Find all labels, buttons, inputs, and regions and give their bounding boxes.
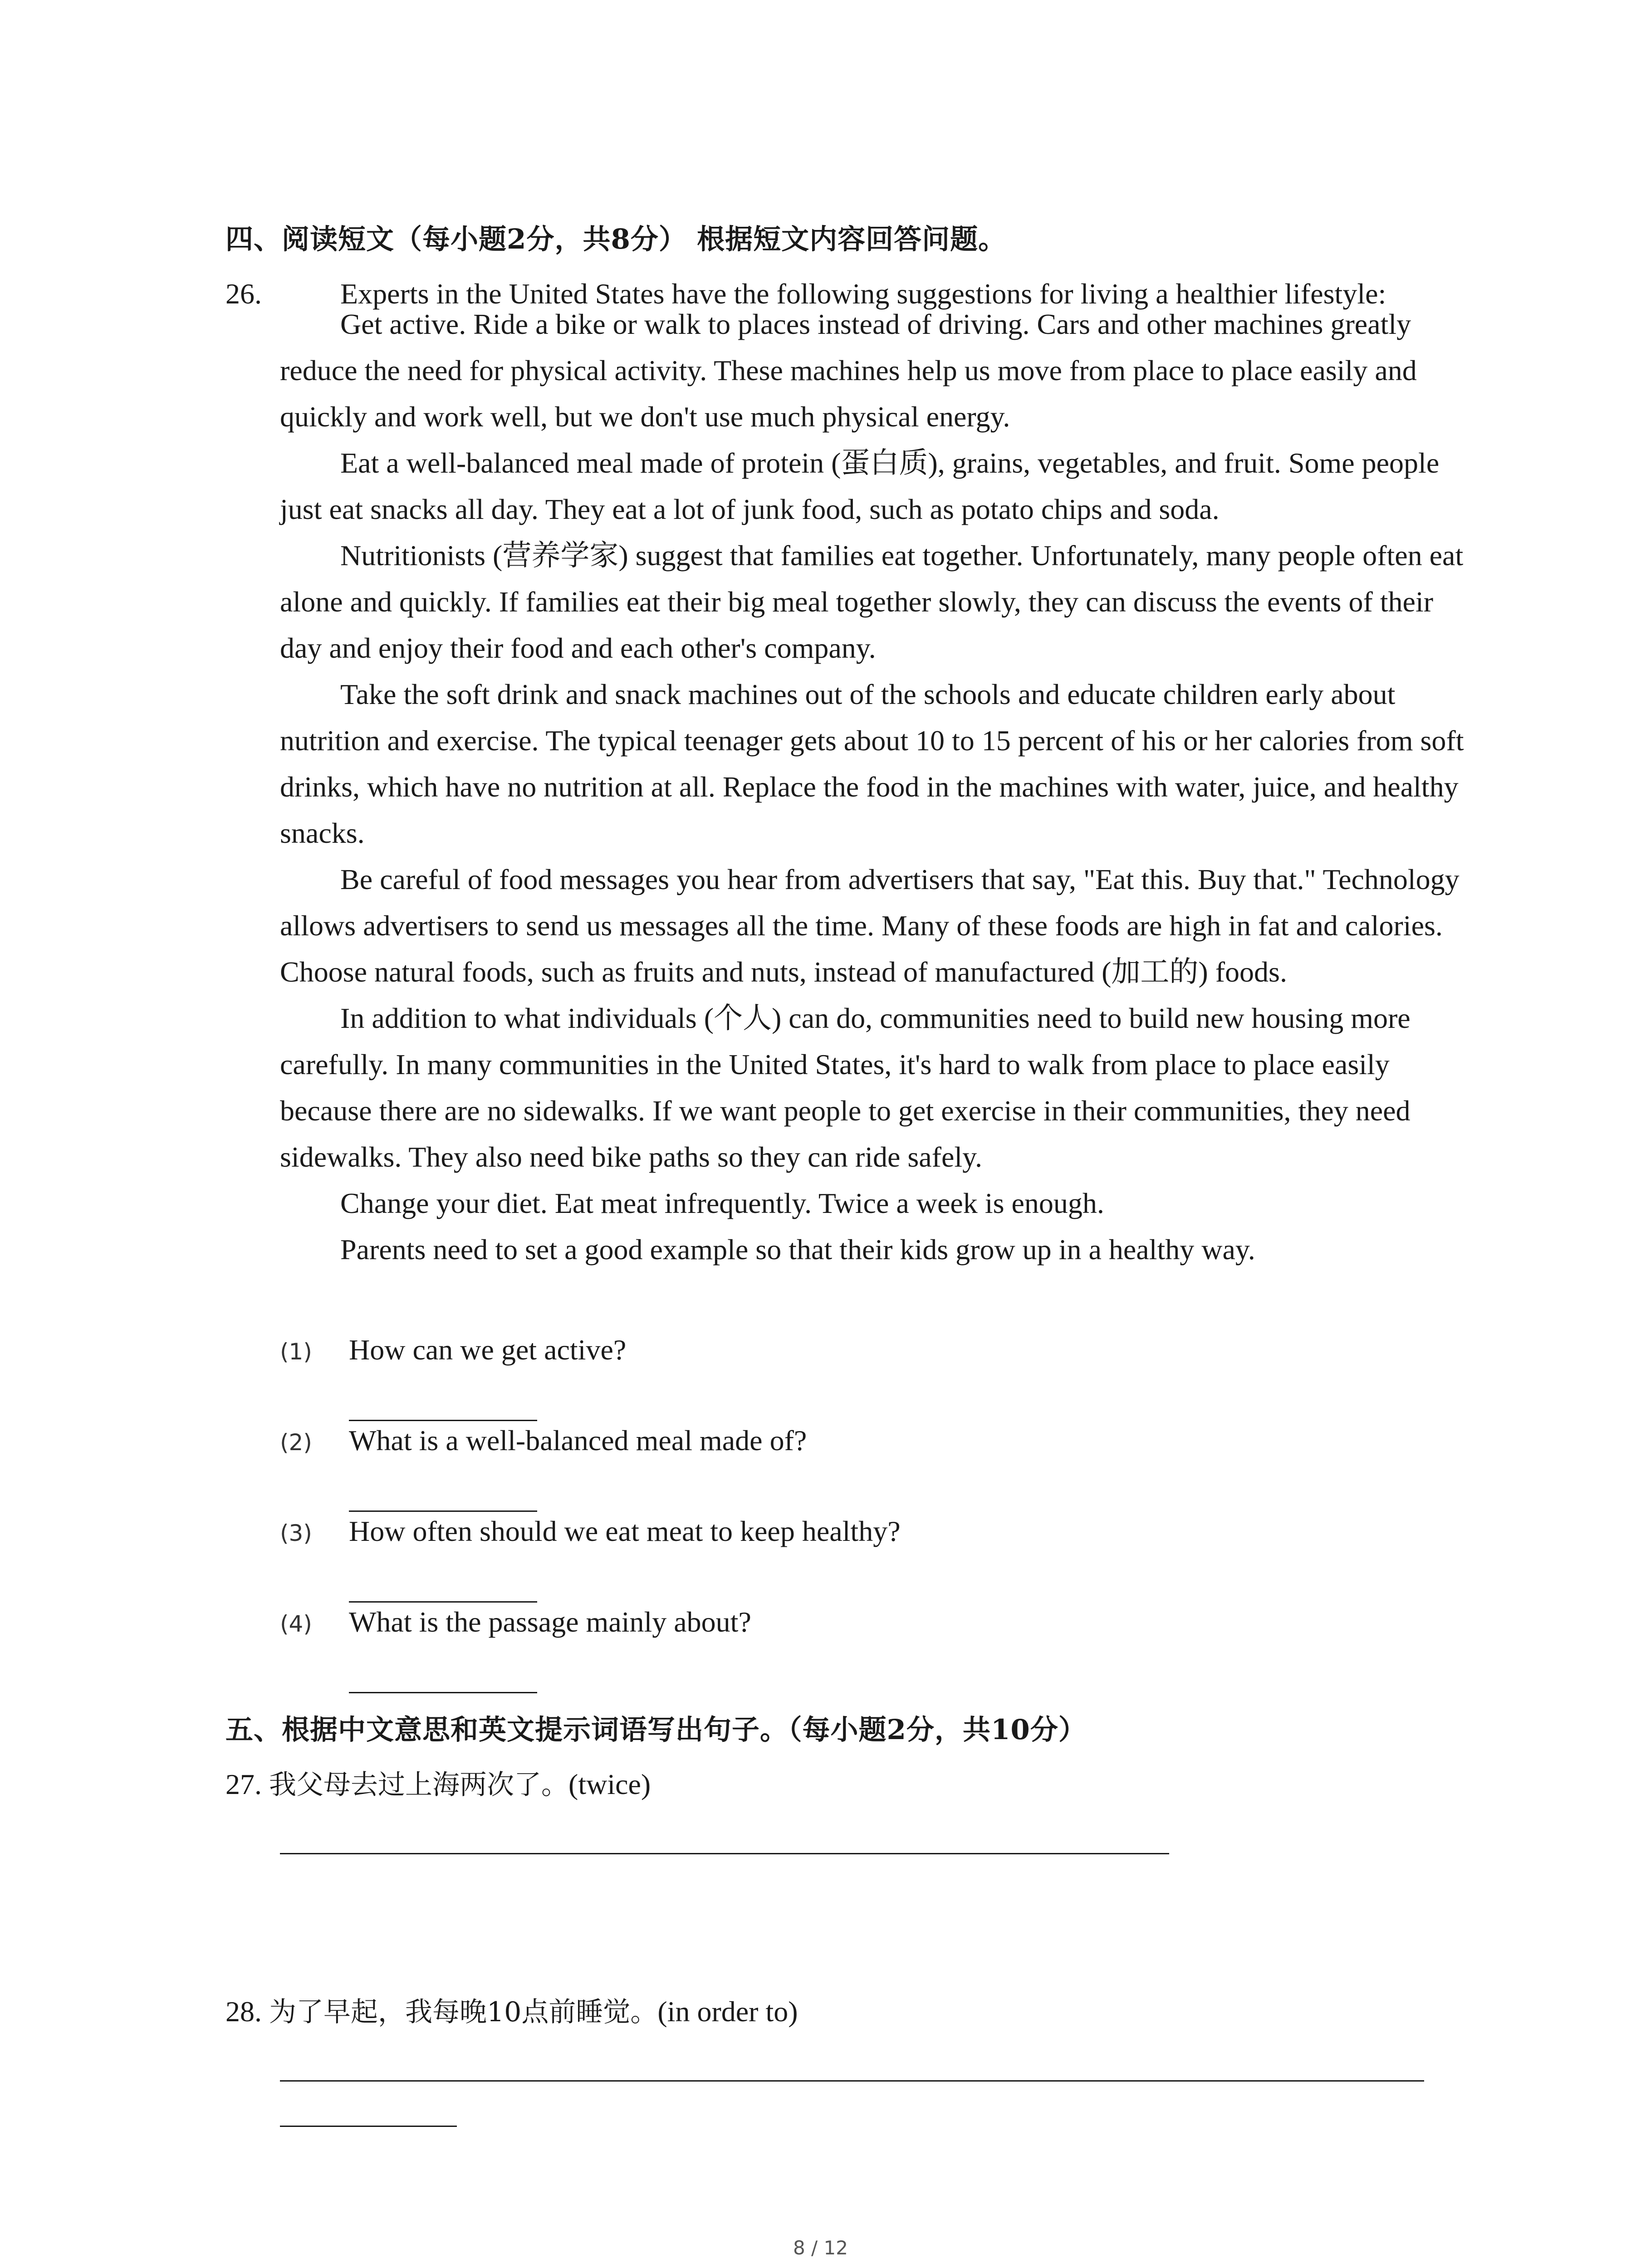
sub-question-text: How can we get active? xyxy=(349,1334,627,1366)
passage-paragraph: Get active. Ride a bike or walk to places instead of driving. Cars and other machines greatly reduce the need for physical activity. These machines help us move from place to place easily and quickly and work well, but we don't use much physical energy. xyxy=(280,308,1417,433)
sub-question-number: (4) xyxy=(280,1611,312,1637)
section-four-heading: 四、阅读短文（每小题2分，共8分） 根据短文内容回答问题。 xyxy=(225,223,1007,255)
answer-blank-3[interactable] xyxy=(349,1601,537,1603)
answer-line-28a[interactable] xyxy=(280,2080,1424,2082)
sub-question-text: How often should we eat meat to keep healthy? xyxy=(349,1515,901,1547)
sub-question-number: (1) xyxy=(280,1339,312,1365)
item-number: 28. xyxy=(225,1995,262,2028)
sub-question-text: What is the passage mainly about? xyxy=(349,1606,751,1638)
item-hint: (twice) xyxy=(568,1768,651,1800)
sub-question-4 xyxy=(280,1608,751,1637)
item-number: 27. xyxy=(225,1768,262,1800)
answer-line-28b[interactable] xyxy=(280,2126,457,2127)
passage-paragraph: Eat a well-balanced meal made of protein (蛋白质), grains, vegetables, and fruit. Some people just eat snacks all day. They eat a lot of junk food, such as potato chips and soda. xyxy=(280,447,1440,525)
sub-question-number: (2) xyxy=(280,1429,312,1456)
sub-question-3 xyxy=(280,1517,901,1546)
sub-question-number: (3) xyxy=(280,1520,312,1546)
passage-paragraph: Take the soft drink and snack machines out of the schools and educate children early about nutrition and exercise. The typical teenager gets about 10 to 15 percent of his or her calories from soft drinks, which have no nutrition at all. Replace the food in the machines with water, juice, and healthy snacks. xyxy=(280,678,1464,849)
sub-question-text: What is a well-balanced meal made of? xyxy=(349,1424,807,1457)
translation-item-27 xyxy=(225,1770,651,1799)
question-number-26: 26. xyxy=(225,278,262,310)
sub-question-1 xyxy=(280,1335,626,1364)
passage-intro: Experts in the United States have the following suggestions for living a healthier lifestyle: xyxy=(340,278,1386,310)
item-chinese-prompt: 我父母去过上海两次了。 xyxy=(269,1769,568,1801)
passage-paragraph: Parents need to set a good example so that their kids grow up in a healthy way. xyxy=(340,1233,1255,1266)
sub-question-2 xyxy=(280,1426,807,1455)
translation-item-28 xyxy=(225,1997,798,2026)
item-chinese-prompt: 为了早起，我每晚10点前睡觉。 xyxy=(269,1996,658,2028)
passage-paragraph: Be careful of food messages you hear from advertisers that say, "Eat this. Buy that." Technology allows advertisers to send us messages all the time. Many of these foods are high in fat and calories. Choose natural foods, such as fruits and nuts, instead of manufactured (加工的) foods. xyxy=(280,863,1460,988)
item-hint: (in order to) xyxy=(657,1995,798,2028)
reading-passage xyxy=(280,301,1469,1273)
answer-blank-2[interactable] xyxy=(349,1510,537,1512)
page-indicator: 8 / 12 xyxy=(793,2237,848,2259)
answer-blank-4[interactable] xyxy=(349,1692,537,1693)
passage-paragraph: Change your diet. Eat meat infrequently. Twice a week is enough. xyxy=(340,1187,1104,1219)
passage-paragraph: In addition to what individuals (个人) can do, communities need to build new housing more carefully. In many communities in the United States, it's hard to walk from place to place easily because there are no sidewalks. If we want people to get exercise in their communities, they need sidewalks. They also need bike paths so they can ride safely. xyxy=(280,1002,1411,1173)
passage-paragraph: Nutritionists (营养学家) suggest that families eat together. Unfortunately, many people often eat alone and quickly. If families eat their big meal together slowly, they can discuss the events of their day and enjoy their food and each other's company. xyxy=(280,539,1464,664)
answer-line-27[interactable] xyxy=(280,1853,1169,1854)
section-five-heading: 五、根据中文意思和英文提示词语写出句子。（每小题2分，共10分） xyxy=(225,1714,1087,1746)
answer-blank-1[interactable] xyxy=(349,1420,537,1421)
